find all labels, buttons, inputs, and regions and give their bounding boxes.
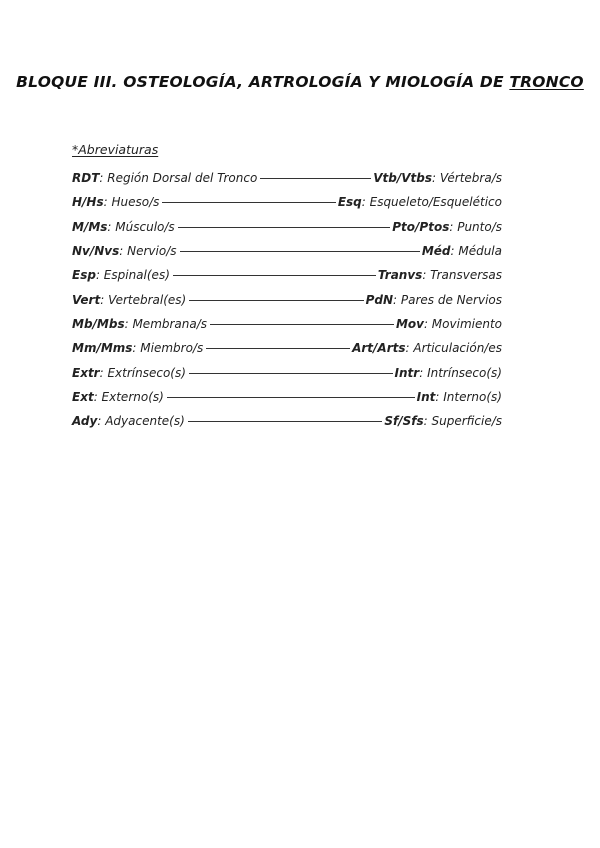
- abbr-code: Esq: [337, 195, 362, 210]
- right-entry: [378, 268, 502, 282]
- abbr-meaning: : Pares de Nervios: [393, 292, 502, 307]
- right-entry: [417, 390, 502, 404]
- abbreviation-row: [72, 263, 502, 287]
- right-entry: [396, 317, 502, 331]
- right-entry: [352, 341, 502, 355]
- leader-line: [180, 251, 420, 252]
- right-entry: [422, 244, 502, 258]
- abbreviation-row: [72, 409, 502, 433]
- abbr-meaning: : Esqueleto/Esquelético: [361, 195, 502, 210]
- left-entry: [72, 341, 203, 355]
- abbr-code: Pto/Ptos: [392, 219, 450, 234]
- abbr-meaning: : Miembro/s: [132, 341, 204, 356]
- right-entry: [392, 220, 502, 234]
- abbreviations-list: [72, 166, 502, 433]
- abbr-meaning: : Externo(s): [93, 389, 164, 404]
- title-underlined-word: TRONCO: [509, 73, 584, 91]
- leader-line: [178, 227, 391, 228]
- title-prefix: BLOQUE III. OSTEOLOGÍA, ARTROLOGÍA Y MIOLOGÍA DE: [16, 73, 510, 91]
- left-entry: [72, 414, 185, 428]
- abbr-code: Mov: [395, 316, 424, 331]
- abbr-code: Vert: [72, 292, 101, 307]
- abbr-code: Intr: [394, 365, 420, 380]
- abbr-meaning: : Vertebral(es): [100, 292, 187, 307]
- left-entry: [72, 195, 159, 209]
- left-entry: [72, 390, 164, 404]
- abbreviations-heading: *Abreviaturas: [72, 142, 159, 157]
- abbr-code: M/Ms: [72, 219, 108, 234]
- abbr-code: Nv/Nvs: [72, 244, 120, 259]
- abbreviation-row: [72, 166, 502, 190]
- right-entry: [373, 171, 502, 185]
- right-entry: [366, 293, 502, 307]
- abbreviation-row: [72, 215, 502, 239]
- abbreviation-row: [72, 385, 502, 409]
- abbr-meaning: : Adyacente(s): [97, 414, 185, 429]
- abbr-code: Vtb/Vtbs: [373, 171, 433, 186]
- abbr-code: Ady: [72, 414, 98, 429]
- abbreviation-row: [72, 360, 502, 384]
- leader-line: [173, 275, 376, 276]
- abbr-meaning: : Membrana/s: [124, 316, 208, 331]
- right-entry: [338, 195, 502, 209]
- leader-line: [206, 348, 350, 349]
- abbr-meaning: : Región Dorsal del Tronco: [99, 171, 258, 186]
- leader-line: [162, 202, 335, 203]
- abbr-code: Mm/Mms: [72, 341, 133, 356]
- abbr-code: Ext: [72, 389, 94, 404]
- left-entry: [72, 171, 257, 185]
- abbr-code: Mb/Mbs: [72, 316, 125, 331]
- abbr-meaning: : Extrínseco(s): [99, 365, 186, 380]
- abbr-code: Esp: [72, 268, 96, 283]
- abbr-meaning: : Articulación/es: [405, 341, 502, 356]
- abbr-code: PdN: [365, 292, 394, 307]
- abbr-meaning: : Músculo/s: [107, 219, 175, 234]
- abbr-meaning: : Médula: [450, 244, 502, 259]
- abbreviation-row: [72, 239, 502, 263]
- right-entry: [384, 414, 502, 428]
- leader-line: [167, 397, 415, 398]
- abbreviation-row: [72, 287, 502, 311]
- left-entry: [72, 220, 175, 234]
- abbr-meaning: : Interno(s): [435, 389, 502, 404]
- leader-line: [188, 421, 383, 422]
- abbr-code: Méd: [421, 244, 451, 259]
- abbreviation-row: [72, 336, 502, 360]
- abbr-meaning: : Intrínseco(s): [419, 365, 502, 380]
- abbr-code: RDT: [72, 171, 100, 186]
- abbr-meaning: : Punto/s: [449, 219, 502, 234]
- abbr-code: Sf/Sfs: [384, 414, 424, 429]
- abbr-code: Extr: [72, 365, 100, 380]
- abbr-code: Int: [416, 389, 436, 404]
- abbr-meaning: : Nervio/s: [119, 244, 177, 259]
- left-entry: [72, 293, 186, 307]
- abbr-meaning: : Hueso/s: [103, 195, 160, 210]
- leader-line: [260, 178, 371, 179]
- left-entry: [72, 317, 207, 331]
- leader-line: [210, 324, 394, 325]
- abbr-meaning: : Movimiento: [423, 316, 502, 331]
- abbr-meaning: : Superficie/s: [423, 414, 502, 429]
- left-entry: [72, 366, 186, 380]
- abbr-meaning: : Transversas: [422, 268, 502, 283]
- left-entry: [72, 244, 177, 258]
- abbr-code: Art/Arts: [352, 341, 406, 356]
- left-entry: [72, 268, 170, 282]
- abbr-meaning: : Espinal(es): [95, 268, 170, 283]
- abbreviation-row: [72, 312, 502, 336]
- abbr-meaning: : Vértebra/s: [432, 171, 502, 186]
- abbr-code: H/Hs: [72, 195, 104, 210]
- leader-line: [189, 373, 393, 374]
- leader-line: [189, 300, 363, 301]
- page-title: [0, 73, 600, 91]
- abbr-code: Tranvs: [377, 268, 423, 283]
- right-entry: [395, 366, 502, 380]
- abbreviation-row: [72, 190, 502, 214]
